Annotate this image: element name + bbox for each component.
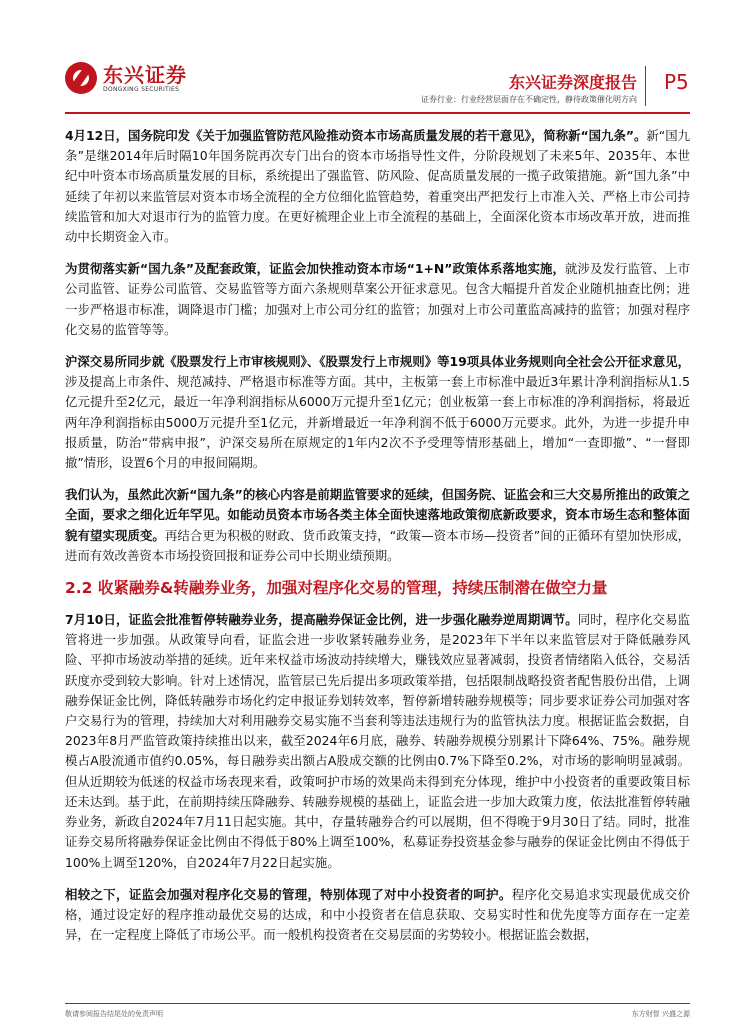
paragraph-text: 涉及提高上市条件、规范减持、严格退市标准等方面。其中，主板第一套上市标准中最近3年累计净利润指标从1.5亿元提升至2亿元，最近一年净利润指标从6000万元提升至1亿元；创业板第一套上市标准的净利润指标，将最近两年净利润指标由5000万元提升至1亿元，并新增最近一年净利润不低于6000万元要求。此外，为进一步提升申报质量，防治“带病申报”，沪深交易所在原规定的1年内2次不予受理等情形基础上，增加“一查即撤”、“一督即撤”情形，设置6个月的申报间隔期。 bbox=[65, 374, 690, 471]
paragraph-text: 程序化交易追求实现最优成交价格，通过设定好的程序推动最优交易的达成，和中小投资者在信息获取、交易实时性和优先度等方面存在一定差异，在一定程度上降低了市场公平。而一般机构投资者在交易层面的劣势较小。根据证监会数据， bbox=[65, 886, 691, 943]
logo-english-name: DONGXING SECURITIES bbox=[103, 85, 180, 93]
paragraph-lead: 相较之下，证监会加强对程序化交易的管理，特别体现了对中小投资者的呵护。 bbox=[65, 886, 512, 902]
header-divider bbox=[645, 66, 646, 106]
logo-mark-icon bbox=[65, 62, 97, 94]
header-rule bbox=[65, 112, 690, 114]
report-body bbox=[65, 126, 690, 957]
paragraph bbox=[65, 259, 690, 340]
paragraph bbox=[65, 485, 690, 566]
paragraph bbox=[65, 126, 690, 247]
paragraph-text: 同时，程序化交易监管将进一步加强。从政策导向看，证监会进一步收紧转融券业务，是2023年下半年以来监管层对于降低融券风险、平抑市场波动举措的延续。近年来权益市场波动持续增大，赚钱效应显著减弱，投资者情绪陷入低谷，交易活跃度亦受到较大影响。针对上述情况，监管层已先后提出多项政策举措，包括限制战略投资者配售股份出借，上调融券保证金比例，降低转融券市场化约定申报证券划转效率，暂停新增转融券规模等；同步要求证券公司加强对客户交易行为的管理，持续加大对利用融券交易实施不当套利等违法违规行为的监管执法力度。根据证监会数据，自2023年8月严监管政策持续推出以来，截至2024年6月底，融券、转融券规模分别累计下降64%、75%。融券规模占A股流通市值约0.05%，每日融券卖出额占A股成交额的比例由0.7%下降至0.2%，对市场的影响明显减弱。但从近期较为低迷的权益市场表现来看，政策呵护市场的效果尚未得到充分体现，维护中小投资者的重要政策目标还未达到。基于此，在前期持续压降融券、转融券规模的基础上，证监会进一步加大政策力度，依法批准暂停转融券业务，新政自2024年7月11日起实施。其中，存量转融券合约可以展期，但不得晚于9月30日了结。同时，批准证券交易所将融券保证金比例由不得低于80%上调至100%，私募证券投资基金参与融券的保证金比例由不得低于100%上调至120%，自2024年7月22日起实施。 bbox=[65, 612, 690, 870]
page-header bbox=[0, 0, 755, 118]
company-logo bbox=[65, 62, 187, 94]
paragraph-lead: 我们认为，虽然此次新“国九条”的核心内容是前期监管要求的延续，但国务院、证监会和三大交易所推出的政策之全面，要求之细化近年罕见。如能动员资本市场各类主体全面快速落地政策彻底新政要求，资本市场生态和整体面貌有望实现质变。 bbox=[65, 487, 690, 543]
paragraph-lead: 4月12日，国务院印发《关于加强监管防范风险推动资本市场高质量发展的若干意见》，简称新“国九条”。 bbox=[65, 128, 647, 143]
section-heading: 2.2 收紧融券&转融券业务，加强对程序化交易的管理，持续压制潜在做空力量 bbox=[65, 579, 608, 598]
footer-rule bbox=[65, 1003, 690, 1004]
paragraph bbox=[65, 610, 690, 873]
footer-slogan: 东方财智 兴盛之源 bbox=[631, 1010, 690, 1018]
paragraph-text: 新“国九条”是继2014年后时隔10年国务院再次专门出台的资本市场指导性文件，分阶段规划了未来5年、2035年、本世纪中叶资本市场高质量发展的目标，系统提出了强监管、防风险、促高质量发展的一揽子政策措施。新“国九条”中延续了年初以来监管层对资本市场全流程的全方位细化监管趋势，着重突出严把发行上市准入关、严格上市公司持续监管和加大对退市行为的监管力度。在更好梳理企业上市全流程的基础上，全面深化资本市场改革开放，进而推动中长期资金入市。 bbox=[65, 128, 690, 245]
report-title: 东兴证券深度报告 bbox=[508, 73, 637, 92]
report-subtitle: 证券行业：行业经营层面存在不确定性，静待政策催化明方向 bbox=[421, 95, 637, 104]
page-number: P5 bbox=[664, 70, 689, 94]
paragraph-lead: 为贯彻落实新“国九条”及配套政策，证监会加快推动资本市场“1+N”政策体系落地实施， bbox=[65, 261, 566, 277]
logo-chinese-name: 东兴证券 bbox=[103, 62, 187, 87]
paragraph-text: 就涉及发行监管、上市公司监管、证券公司监管、交易监管等方面六条规则草案公开征求意见。包含大幅提升首发企业随机抽查比例；进一步严格退市标准，调降退市门槛；加强对上市公司分红的监管；加强对上市公司董监高减持的监管；加强对程序化交易的监管等等。 bbox=[65, 261, 691, 337]
paragraph bbox=[65, 885, 690, 946]
paragraph-lead: 沪深交易所同步就《股票发行上市审核规则》、《股票发行上市规则》等19项具体业务规则向全社会公开征求意见， bbox=[65, 354, 690, 370]
paragraph bbox=[65, 352, 690, 473]
paragraph-text: 再结合更为积极的财政、货币政策支持，“政策—资本市场—投资者”间的正循环有望加快形成，进而有效改善资本市场投资回报和证券公司中长期业绩预期。 bbox=[65, 527, 691, 563]
footer-disclaimer: 敬请参阅报告结尾处的免责声明 bbox=[65, 1010, 163, 1018]
paragraph-lead: 7月10日，证监会批准暂停转融券业务，提高融券保证金比例，进一步强化融券逆周期调节。 bbox=[65, 612, 578, 628]
